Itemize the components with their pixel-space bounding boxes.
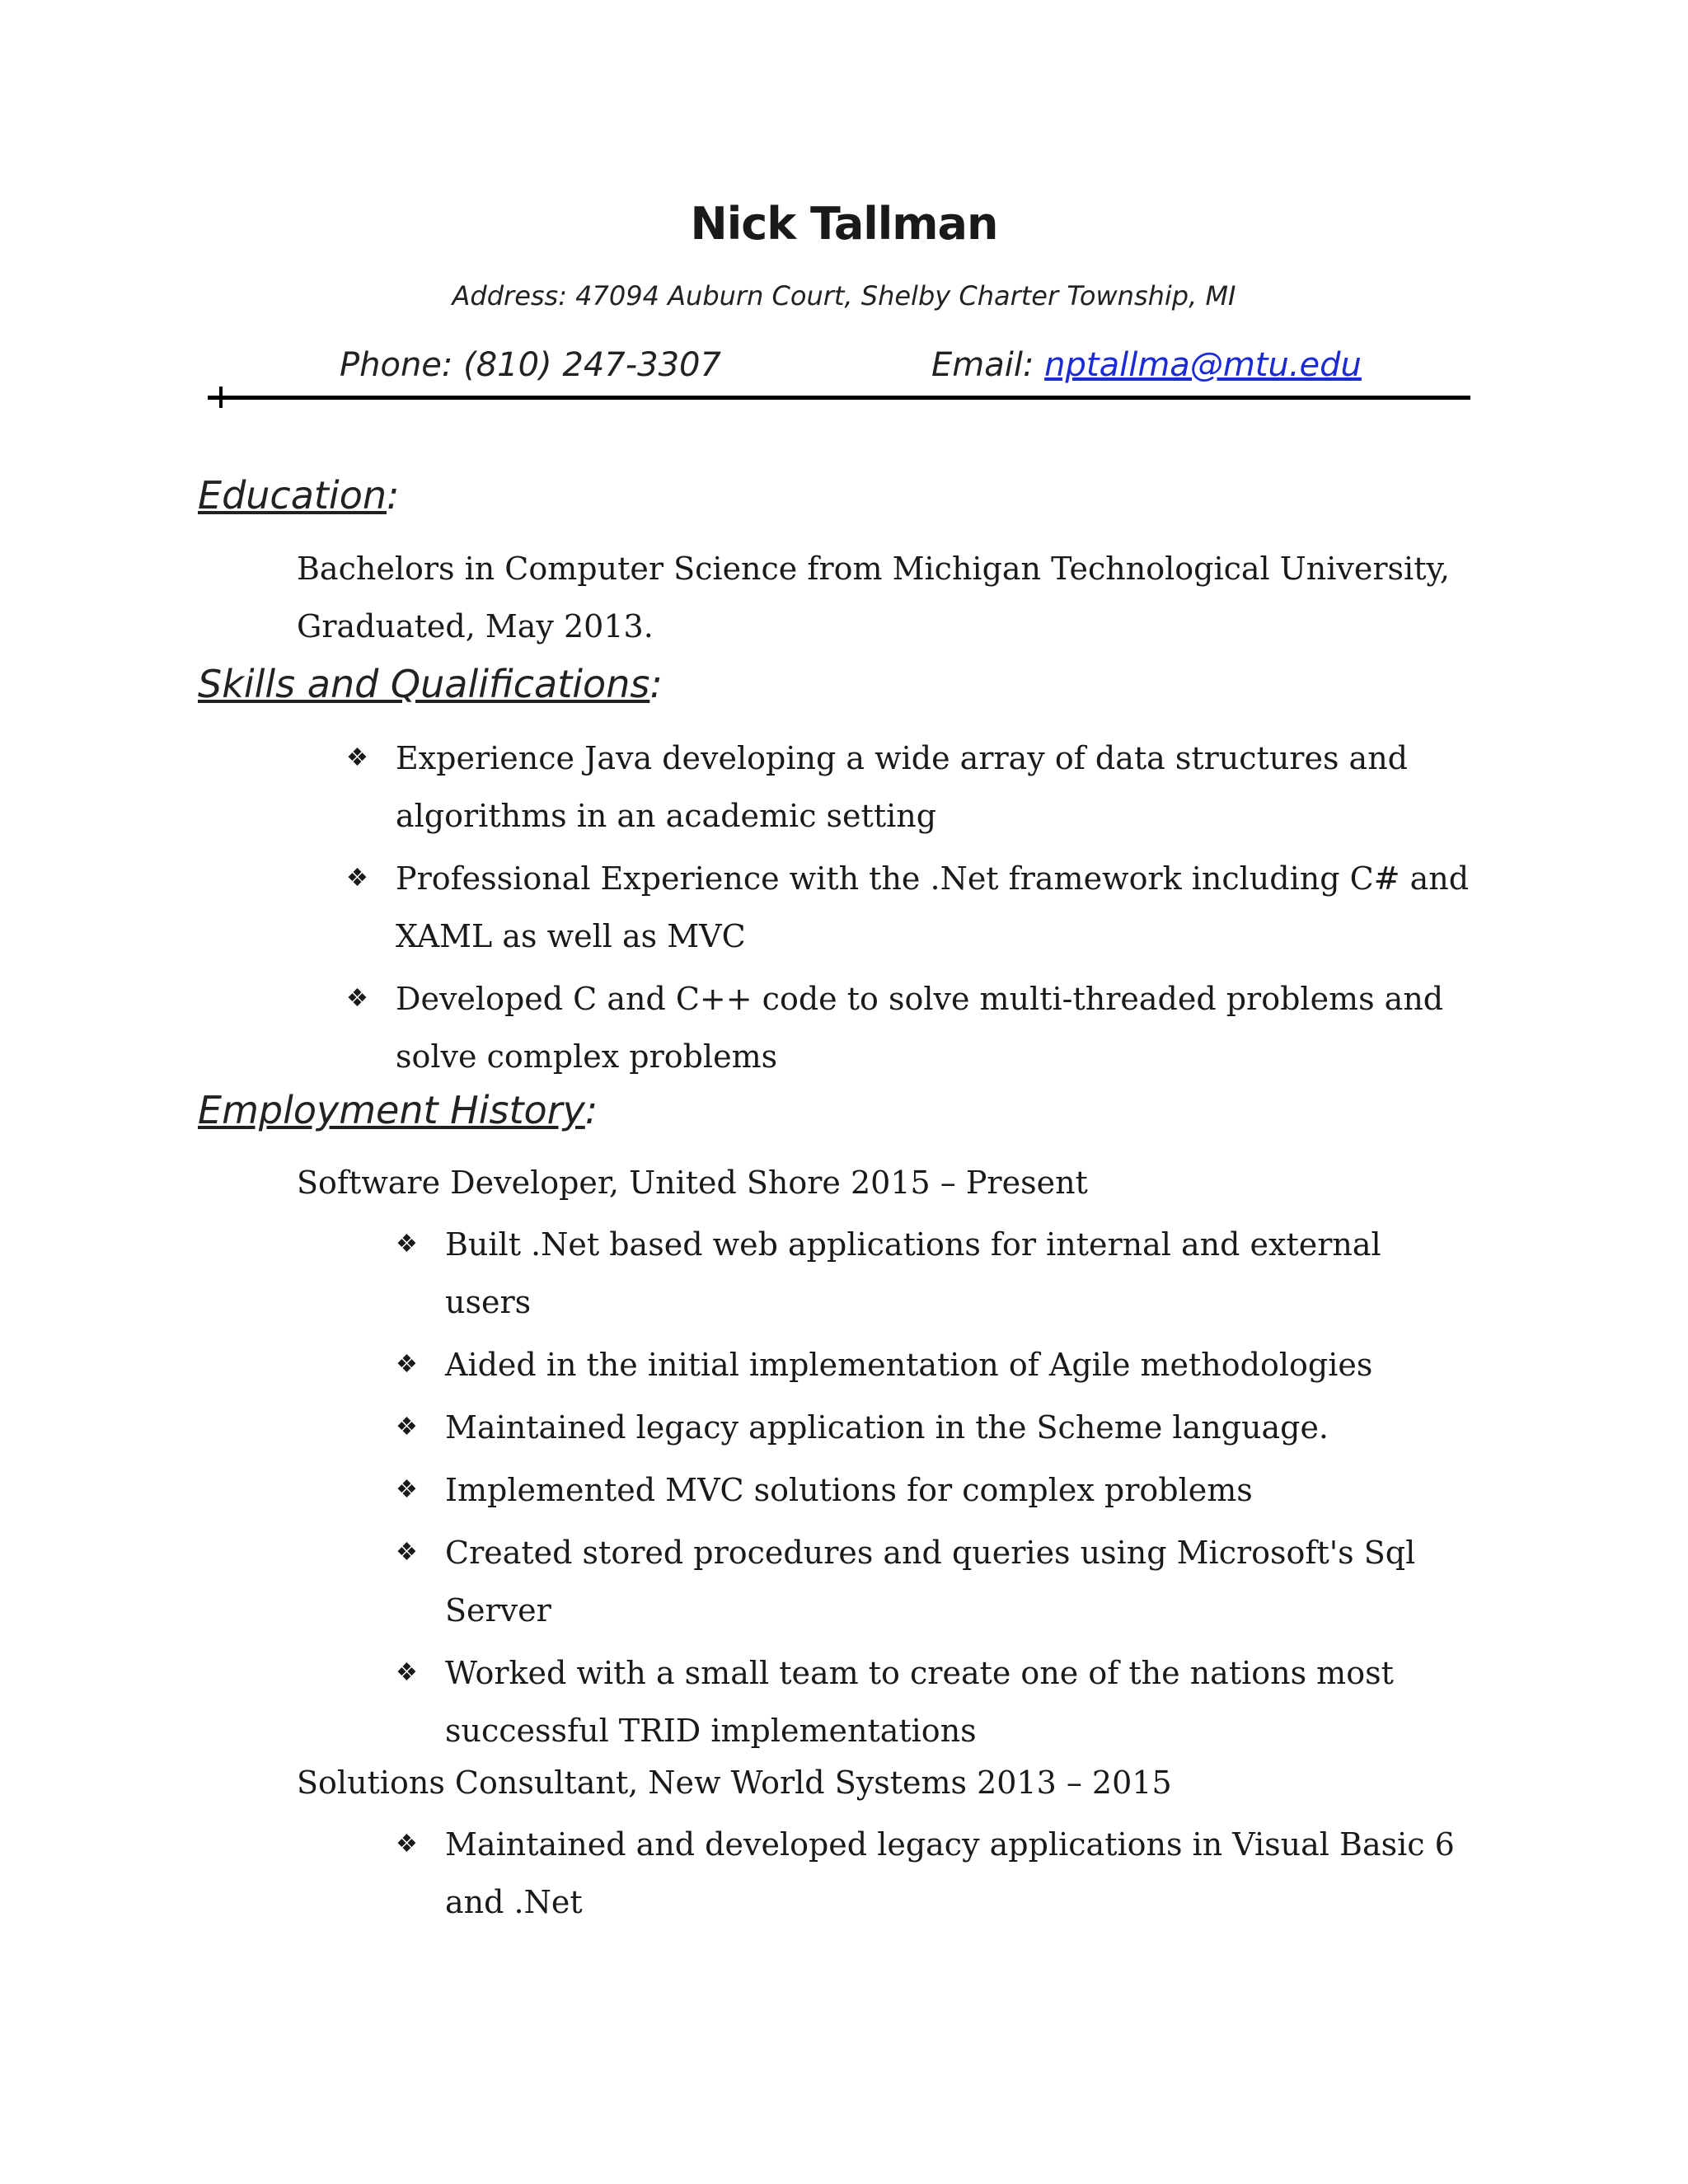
divider-tab-marker [219, 387, 223, 408]
duty-line-1: Maintained legacy application in the Scheme language. [445, 1409, 1329, 1446]
job-duty-item [396, 1461, 1415, 1519]
job-duty-item [396, 1336, 1415, 1394]
resume-name: Nick Tallman [690, 198, 998, 250]
duty-line-2: Server [445, 1592, 551, 1629]
diamond-bullet-icon: ❖ [396, 1538, 418, 1567]
employment-heading-label: Employment History [198, 1088, 585, 1132]
skill-item [346, 970, 1469, 1085]
skills-heading [198, 662, 663, 706]
diamond-bullet-icon: ❖ [396, 1658, 418, 1687]
diamond-bullet-icon: ❖ [346, 864, 368, 893]
diamond-bullet-icon: ❖ [396, 1475, 418, 1504]
education-heading [198, 473, 400, 518]
duty-line-1: Worked with a small team to create one of the nations most [445, 1655, 1394, 1691]
education-line-2: Graduated, May 2013. [297, 608, 654, 644]
duty-line-2: successful TRID implementations [445, 1713, 977, 1749]
skills-heading-colon: : [649, 662, 663, 706]
skill-item [346, 729, 1469, 845]
duty-line-1: Built .Net based web applications for internal and external [445, 1226, 1381, 1263]
job-title: Solutions Consultant, New World Systems 2013 – 2015 [297, 1765, 1172, 1801]
job-duty-item [396, 1216, 1415, 1331]
job-duty-item [396, 1644, 1415, 1760]
skill-line-1: Experience Java developing a wide array of data structures and [396, 740, 1408, 776]
skill-line-2: XAML as well as MVC [396, 918, 746, 954]
employment-heading [198, 1088, 598, 1132]
duty-line-1: Implemented MVC solutions for complex problems [445, 1472, 1253, 1508]
duty-line-1: Aided in the initial implementation of Agile methodologies [445, 1347, 1373, 1383]
job-duty-item [396, 1399, 1415, 1456]
education-line-1: Bachelors in Computer Science from Michigan Technological University, [297, 551, 1450, 587]
duty-line-2: and .Net [445, 1884, 583, 1920]
diamond-bullet-icon: ❖ [396, 1830, 418, 1858]
diamond-bullet-icon: ❖ [396, 1350, 418, 1379]
skills-heading-label: Skills and Qualifications [198, 662, 650, 706]
job-duties-list [396, 1816, 1455, 1936]
employment-heading-colon: : [584, 1088, 598, 1132]
email-line [931, 346, 1362, 384]
email-link[interactable]: nptallma@mtu.edu [1044, 346, 1362, 384]
duty-line-1: Created stored procedures and queries using Microsoft's Sql [445, 1535, 1416, 1571]
skills-list [346, 729, 1470, 1090]
diamond-bullet-icon: ❖ [396, 1230, 418, 1258]
skill-line-1: Developed C and C++ code to solve multi-threaded problems and [396, 981, 1444, 1017]
job-duty-item [396, 1816, 1455, 1931]
header-divider [208, 396, 1470, 400]
skill-line-2: algorithms in an academic setting [396, 798, 937, 834]
job-duties-list [396, 1216, 1416, 1765]
education-text [297, 540, 1450, 655]
education-heading-label: Education [198, 473, 387, 518]
skill-line-2: solve complex problems [396, 1038, 778, 1075]
job-duty-item [396, 1524, 1416, 1639]
skill-item [346, 850, 1470, 965]
address-line: Address: 47094 Auburn Court, Shelby Charter Township, MI [452, 280, 1236, 312]
diamond-bullet-icon: ❖ [346, 984, 368, 1013]
diamond-bullet-icon: ❖ [396, 1413, 418, 1441]
email-label: Email: [931, 346, 1045, 384]
duty-line-1: Maintained and developed legacy applications in Visual Basic 6 [445, 1826, 1455, 1863]
job-title: Software Developer, United Shore 2015 – Present [297, 1165, 1088, 1201]
skill-line-1: Professional Experience with the .Net framework including C# and [396, 860, 1470, 897]
diamond-bullet-icon: ❖ [346, 743, 368, 772]
duty-line-2: users [445, 1284, 532, 1320]
education-heading-colon: : [387, 473, 400, 518]
phone-number: Phone: (810) 247-3307 [340, 346, 721, 384]
